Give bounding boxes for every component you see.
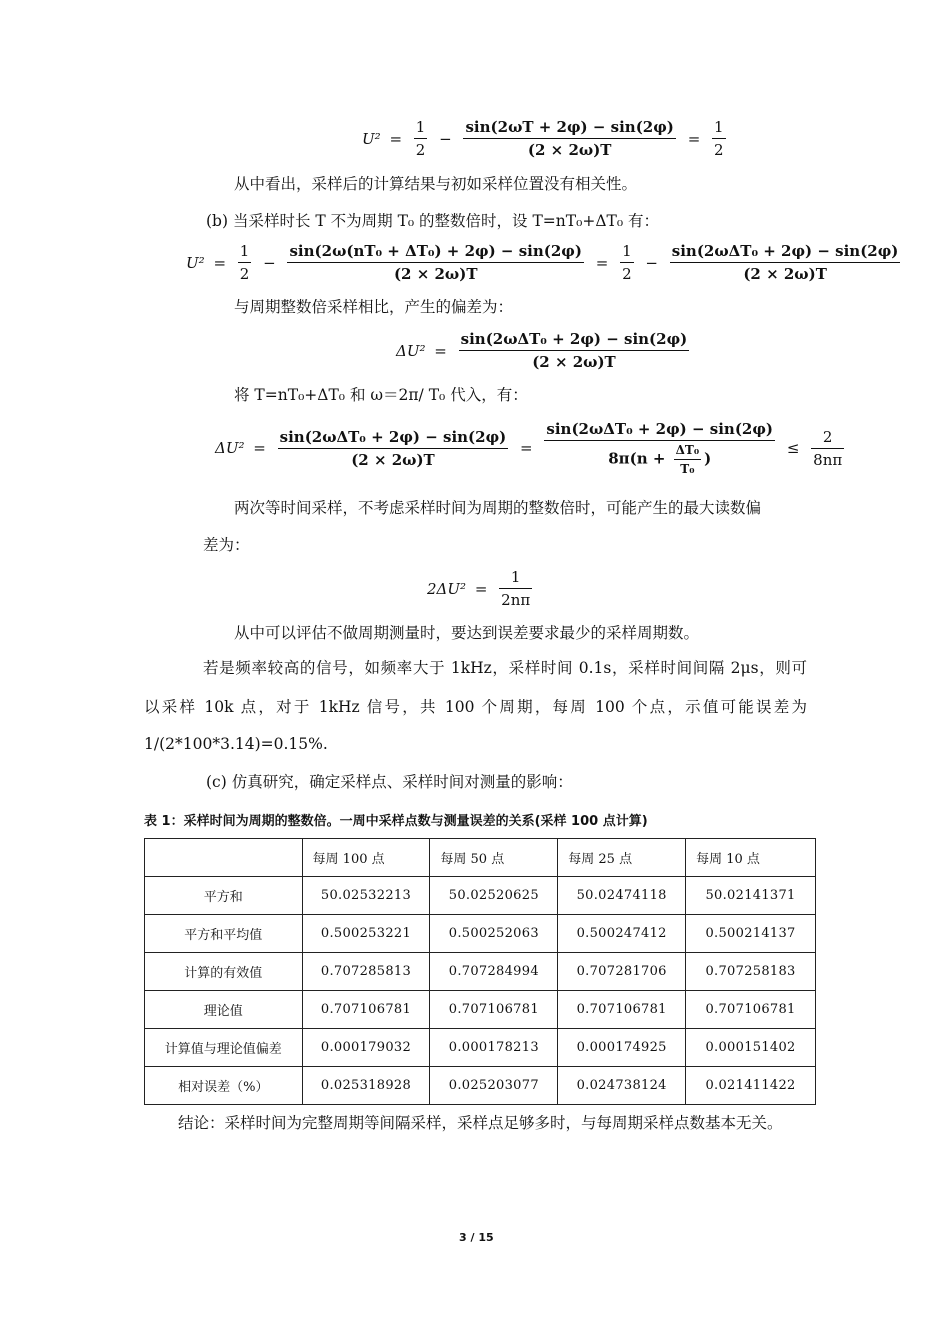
table-cell: 0.707285813 xyxy=(302,953,430,991)
eq1-result-fraction xyxy=(712,118,726,159)
table-cell: 0.500252063 xyxy=(430,915,558,953)
eq4-equals-2: = xyxy=(520,439,533,457)
table-cell: 50.02520625 xyxy=(430,877,558,915)
equation-2 xyxy=(186,242,903,283)
eq4-den-2-prefix: 8π(n + xyxy=(608,449,671,468)
eq4-fraction-1 xyxy=(278,428,509,469)
eq4-den-1: (2 × 2ω)T xyxy=(351,450,435,469)
table-cell: 0.000151402 xyxy=(686,1029,816,1067)
eq4-den-2 xyxy=(544,441,775,476)
table-header-cell xyxy=(145,839,303,877)
table-header-cell: 每周 25 点 xyxy=(558,839,686,877)
eq4-equals: = xyxy=(253,439,266,457)
results-table xyxy=(144,838,816,1105)
eq4-num-1: sin(2ωΔT₀ + 2φ) − sin(2φ) xyxy=(278,428,509,449)
eq2-h1-num: 1 xyxy=(238,242,252,263)
table-row xyxy=(145,1067,816,1105)
table-cell: 0.707258183 xyxy=(686,953,816,991)
table-cell: 0.707106781 xyxy=(430,991,558,1029)
paragraph-case-b: (b) 当采样时长 T 不为周期 T₀ 的整数倍时，设 T=nT₀+ΔT₀ 有： xyxy=(206,212,659,230)
eq1-res-den: 2 xyxy=(714,141,724,159)
eq4-leq: ≤ xyxy=(786,439,800,457)
eq2-equals-2: = xyxy=(595,253,609,272)
eq1-minus: − xyxy=(439,129,452,148)
paragraph-high-freq-line3: 1/(2*100*3.14)=0.15%. xyxy=(144,735,328,753)
table-caption: 表 1：采样时间为周期的整数倍。一周中采样点数与测量误差的关系(采样 100 点计算) xyxy=(144,814,648,829)
paragraph-max-error-line2: 差为： xyxy=(203,536,250,554)
table-row xyxy=(145,915,816,953)
eq2-h2-den: 2 xyxy=(622,265,632,283)
table-cell: 0.500253221 xyxy=(302,915,430,953)
row-label: 计算值与理论值偏差 xyxy=(145,1029,303,1067)
table-cell: 0.707106781 xyxy=(686,991,816,1029)
paragraph-max-error-line1: 两次等时间采样，不考虑采样时间为周期的整数倍时，可能产生的最大读数偏 xyxy=(234,499,762,517)
paragraph-high-freq-line2: 以采样 10k 点，对于 1kHz 信号，共 100 个周期，每周 100 个点，示值可能误差为 xyxy=(144,698,807,716)
table-header-cell: 每周 10 点 xyxy=(686,839,816,877)
row-label: 平方和 xyxy=(145,877,303,915)
eq3-lhs: ΔU² xyxy=(396,341,426,360)
table-cell: 0.000179032 xyxy=(302,1029,430,1067)
table-cell: 0.024738124 xyxy=(558,1067,686,1105)
paragraph-high-freq-line1: 若是频率较高的信号，如频率大于 1kHz，采样时间 0.1s，采样时间间隔 2μs，则可 xyxy=(203,659,807,677)
eq2-num-1: sin(2ω(nT₀ + ΔT₀) + 2φ) − sin(2φ) xyxy=(287,242,583,263)
table-cell: 0.707284994 xyxy=(430,953,558,991)
eq1-res-num: 1 xyxy=(712,118,726,139)
eq4-den-2-suffix: ) xyxy=(704,449,712,468)
eq3-num: sin(2ωΔT₀ + 2φ) − sin(2φ) xyxy=(459,330,690,351)
eq2-equals: = xyxy=(213,253,227,272)
table-cell: 0.000174925 xyxy=(558,1029,686,1067)
eq4-den-2-subfraction xyxy=(674,443,702,476)
eq2-num-2: sin(2ωΔT₀ + 2φ) − sin(2φ) xyxy=(670,242,901,263)
eq2-minus-1: − xyxy=(263,253,276,272)
table-cell: 0.025203077 xyxy=(430,1067,558,1105)
table-cell: 0.500247412 xyxy=(558,915,686,953)
eq1-num: sin(2ωT + 2φ) − sin(2φ) xyxy=(463,118,675,139)
equation-5 xyxy=(427,568,535,609)
eq5-equals: = xyxy=(474,579,488,598)
row-label: 相对误差（%） xyxy=(145,1067,303,1105)
eq4-bound-num: 2 xyxy=(811,428,844,449)
table-cell: 50.02141371 xyxy=(686,877,816,915)
table-header-row xyxy=(145,839,816,877)
eq4-lhs: ΔU² xyxy=(215,439,245,457)
table-row xyxy=(145,877,816,915)
table-row xyxy=(145,953,816,991)
eq1-half-den: 2 xyxy=(415,141,426,159)
eq2-fraction-2 xyxy=(670,242,901,283)
table-row xyxy=(145,991,816,1029)
row-label: 理论值 xyxy=(145,991,303,1029)
eq4-fraction-2 xyxy=(544,420,775,476)
eq4-bound-den: 8nπ xyxy=(813,450,843,469)
eq2-half-1 xyxy=(238,242,252,283)
eq1-equals-2: = xyxy=(687,129,701,148)
equation-3 xyxy=(396,330,692,371)
eq3-fraction xyxy=(459,330,690,371)
eq2-fraction-1 xyxy=(287,242,583,283)
page-number: 3 / 15 xyxy=(459,1231,494,1244)
row-label: 计算的有效值 xyxy=(145,953,303,991)
eq4-subfrac-num: ΔT₀ xyxy=(674,443,702,460)
eq5-den: 2nπ xyxy=(501,591,531,609)
equation-1 xyxy=(362,118,729,159)
table-cell: 50.02474118 xyxy=(558,877,686,915)
eq1-half-num: 1 xyxy=(414,118,428,139)
table-cell: 0.500214137 xyxy=(686,915,816,953)
eq2-minus-2: − xyxy=(645,253,658,272)
table-cell: 50.02532213 xyxy=(302,877,430,915)
equation-4 xyxy=(215,420,847,476)
paragraph-observation: 从中看出，采样后的计算结果与初如采样位置没有相关性。 xyxy=(234,175,638,193)
table-cell: 0.707281706 xyxy=(558,953,686,991)
eq4-subfrac-den: T₀ xyxy=(680,462,695,476)
table-row xyxy=(145,1029,816,1067)
eq2-lhs: U² xyxy=(186,253,205,272)
table-cell: 0.000178213 xyxy=(430,1029,558,1067)
eq5-lhs: 2ΔU² xyxy=(427,579,467,598)
conclusion: 结论：采样时间为完整周期等间隔采样，采样点足够多时，与每周期采样点数基本无关。 xyxy=(178,1114,783,1132)
paragraph-substitute: 将 T=nT₀+ΔT₀ 和 ω＝2π/ T₀ 代入，有： xyxy=(234,386,528,404)
eq1-main-fraction xyxy=(463,118,675,159)
paragraph-deviation-intro: 与周期整数倍采样相比，产生的偏差为： xyxy=(234,298,514,316)
paragraph-evaluate: 从中可以评估不做周期测量时，要达到误差要求最少的采样周期数。 xyxy=(234,624,700,642)
eq2-den-2: (2 × 2ω)T xyxy=(743,265,827,283)
eq5-num: 1 xyxy=(499,568,532,589)
eq2-half-2 xyxy=(620,242,634,283)
eq5-fraction xyxy=(499,568,532,609)
eq1-half-fraction xyxy=(414,118,428,159)
eq4-num-2: sin(2ωΔT₀ + 2φ) − sin(2φ) xyxy=(544,420,775,441)
paragraph-case-c: (c) 仿真研究，确定采样点、采样时间对测量的影响： xyxy=(206,773,573,791)
eq1-lhs: U² xyxy=(362,129,381,148)
eq4-bound-fraction xyxy=(811,428,844,469)
eq1-den: (2 × 2ω)T xyxy=(527,141,612,159)
table-cell: 0.021411422 xyxy=(686,1067,816,1105)
eq3-equals: = xyxy=(434,341,447,360)
table-header-cell: 每周 100 点 xyxy=(302,839,430,877)
table-header-cell: 每周 50 点 xyxy=(430,839,558,877)
eq2-h2-num: 1 xyxy=(620,242,634,263)
table-cell: 0.707106781 xyxy=(302,991,430,1029)
row-label: 平方和平均值 xyxy=(145,915,303,953)
table-cell: 0.025318928 xyxy=(302,1067,430,1105)
table-cell: 0.707106781 xyxy=(558,991,686,1029)
eq2-h1-den: 2 xyxy=(239,265,250,283)
eq2-den-1: (2 × 2ω)T xyxy=(393,265,478,283)
eq1-equals: = xyxy=(389,129,403,148)
eq3-den: (2 × 2ω)T xyxy=(532,353,616,371)
